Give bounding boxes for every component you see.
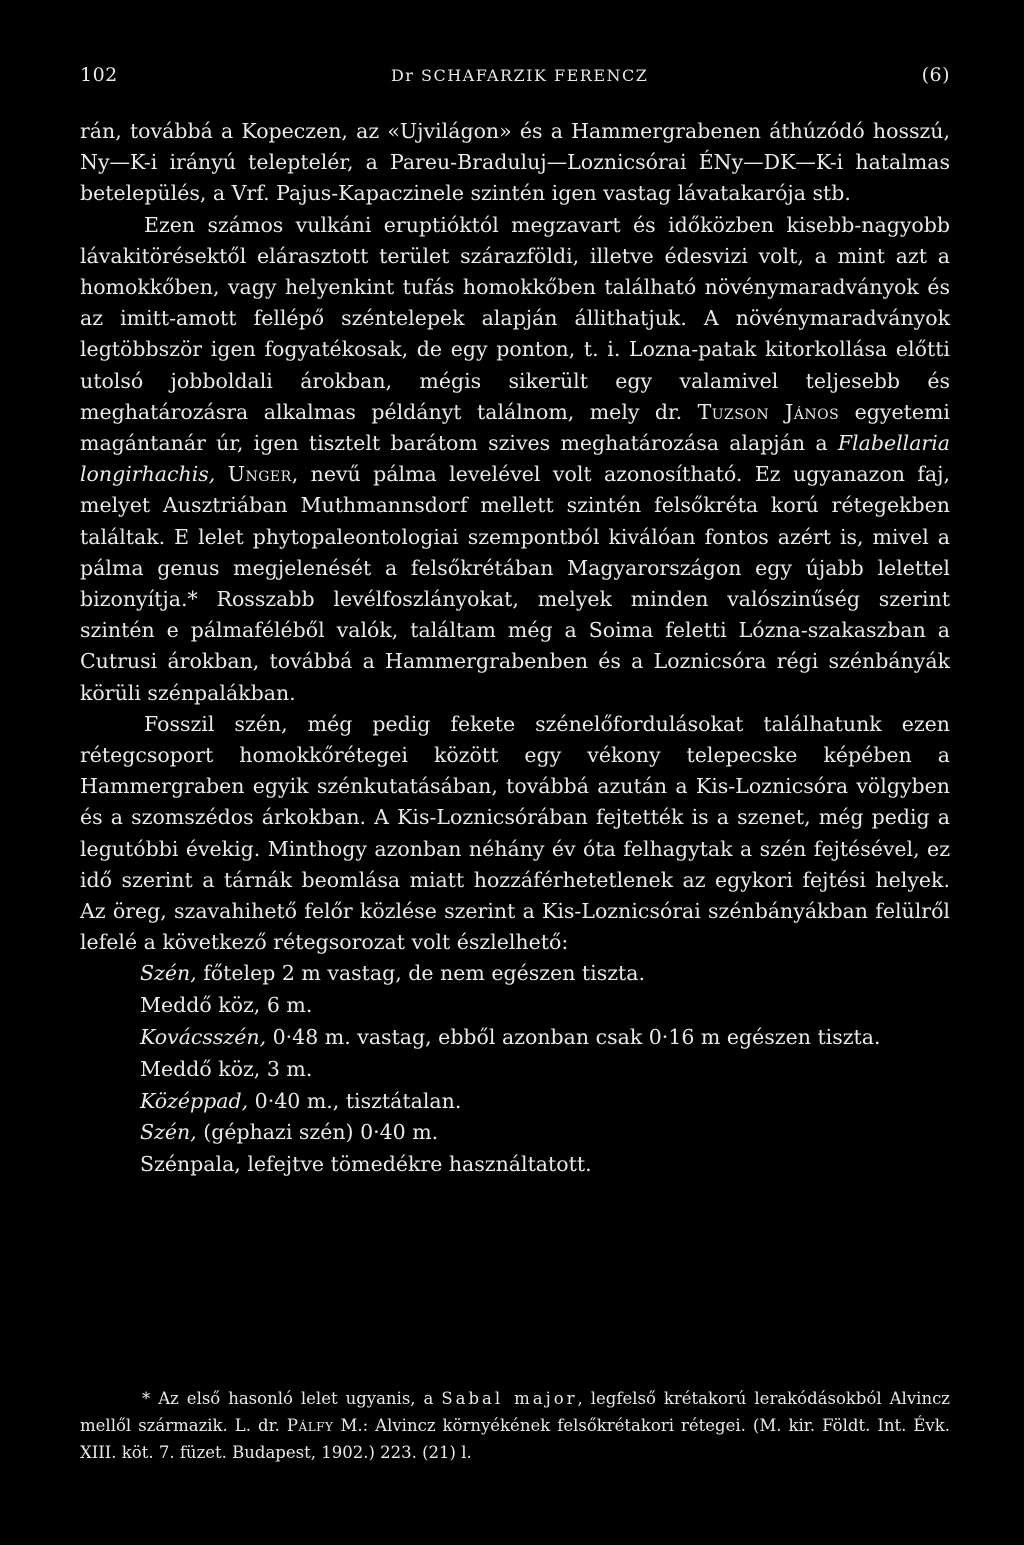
stratum-item <box>140 1117 950 1149</box>
stratum-item <box>140 958 950 990</box>
text-run: egyetemi magántanár úr, igen tisztelt barátom szives meghatározása alapján a <box>80 399 950 456</box>
stratum-item <box>140 990 950 1022</box>
page-header <box>80 64 950 86</box>
paragraph <box>80 116 950 210</box>
text-run: Tuzson János <box>697 399 840 424</box>
stratum-item <box>140 1086 950 1118</box>
footnote-text <box>80 1385 950 1466</box>
stratum-text: főtelep 2 m vastag, de nem egészen tiszta. <box>196 961 646 986</box>
text-run: Sabal major <box>441 1389 578 1408</box>
text-run: M.: Alvincz környékének felsőkrétakori rétegei. (M. kir. Földt. Int. Évk. XIII. köt. 7. füzet. Budapest, 1902.) 223. (21) l. <box>80 1416 950 1462</box>
stratum-text: Meddő köz, 6 m. <box>140 993 313 1018</box>
text-run: Pálfy <box>286 1416 334 1435</box>
stratum-item <box>140 1022 950 1054</box>
paragraph <box>80 210 950 709</box>
stratum-text: (géphazi szén) 0·40 m. <box>196 1120 439 1145</box>
text-run: Unger <box>227 462 292 487</box>
text-run: , nevű pálma levelével volt azonosítható. Ez ugyanazon faj, melyet Ausztriában Muthmannsdorf mellett szintén felsőkréta korú rétegekben találtak. E lelet phytopaleontologiai szempontból kiválóan fontos azért is, mivel a pálma genus megjelenését a felsőkrétában Magyarországon egy újabb lelettel bizonyítja.* Rosszabb levélfoszlányokat, melyek minden valószinűség szerint szintén e pálmaféléből valók, találtam még a Soima feletti Lózna-szakaszban a Cutrusi árokban, továbbá a Hammergrabenben és a Loznicsóra régi szénbányák körüli szénpalákban. <box>80 462 950 705</box>
stratum-text: 0·48 m. vastag, ebből azonban csak 0·16 m egészen tiszta. <box>266 1025 881 1050</box>
section-number: (6) <box>921 64 950 86</box>
stratum-kind: Szén, <box>140 1120 197 1145</box>
stratum-item <box>140 1149 950 1181</box>
text-run: Fosszil szén, még pedig fekete szénelőfordulásokat találhatunk ezen rétegcsoport homokkőrétegei között egy vékony telepecske képében a Hammergraben egyik szénkutatásában, továbbá azután a Kis-Loznicsóra völgyben és a szomszédos árkokban. A Kis-Loznicsórában fejtették is a szenet, még pedig a legutóbbi évekig. Minthogy azonban néhány év óta felhagytak a szén fejtésével, ez idő szerint a tárnák beomlása miatt hozzáférhetetlenek az egykori fejtési helyek. Az öreg, szavahihető felőr közlése szerint a Kis-Loznicsórai szénbányákban felülről lefelé a következő rétegsorozat volt észlelhető: <box>80 711 950 955</box>
stratum-text: Szénpala, lefejtve tömedékre használtatott. <box>140 1152 592 1177</box>
paragraph <box>80 709 950 959</box>
text-run: rán, továbbá a Kopeczen, az «Ujvilágon» és a Hammergrabenen áthúzódó hosszú, Ny—K-i irányú teleptelér, a Pareu-Braduluj—Loznicsórai ÉNy—DK—K-i hatalmas betelepülés, a Vrf. Pajus-Kapaczinele szintén igen vastag lávatakarója stb. <box>80 119 950 206</box>
stratum-item <box>140 1054 950 1086</box>
stratum-kind: Szén, <box>140 961 197 986</box>
text-run: * Az első hasonló lelet ugyanis, a <box>142 1389 442 1408</box>
text-run <box>215 462 227 486</box>
page <box>80 64 950 1181</box>
stratum-kind: Középpad, <box>140 1088 249 1113</box>
page-number: 102 <box>80 64 118 86</box>
strata-list <box>80 958 950 1181</box>
stratum-text: Meddő köz, 3 m. <box>140 1056 313 1081</box>
body-text <box>80 116 950 958</box>
running-title: Dr SCHAFARZIK FERENCZ <box>390 66 649 85</box>
stratum-kind: Kovácsszén, <box>140 1025 267 1050</box>
footnote <box>80 1385 950 1466</box>
stratum-text: 0·40 m., tisztátalan. <box>248 1088 462 1113</box>
text-run: Ezen számos vulkáni eruptióktól megzavart és időközben kisebb-nagyobb lávakitörésektől elárasztott terület szárazföldi, illetve édesvizi volt, a mint azt a homokkőben, vagy helyenkint tufás homokkőben található növénymaradványok és az imitt-amott fellépő széntelepek alapján állithatjuk. A növénymaradványok legtöbbször igen fogyatékosak, de egy ponton, t. i. Lozna-patak kitorkollása előtti utolsó jobboldali árokban, mégis sikerült egy valamivel teljesebb és meghatározásra alkalmas példányt találnom, mely dr. <box>80 212 950 424</box>
text-run: , legfelső krétakorú lerakódásokból Alvincz mellől származik. L. dr. <box>80 1389 950 1435</box>
text-run: Flabellaria longirhachis, <box>80 431 950 487</box>
